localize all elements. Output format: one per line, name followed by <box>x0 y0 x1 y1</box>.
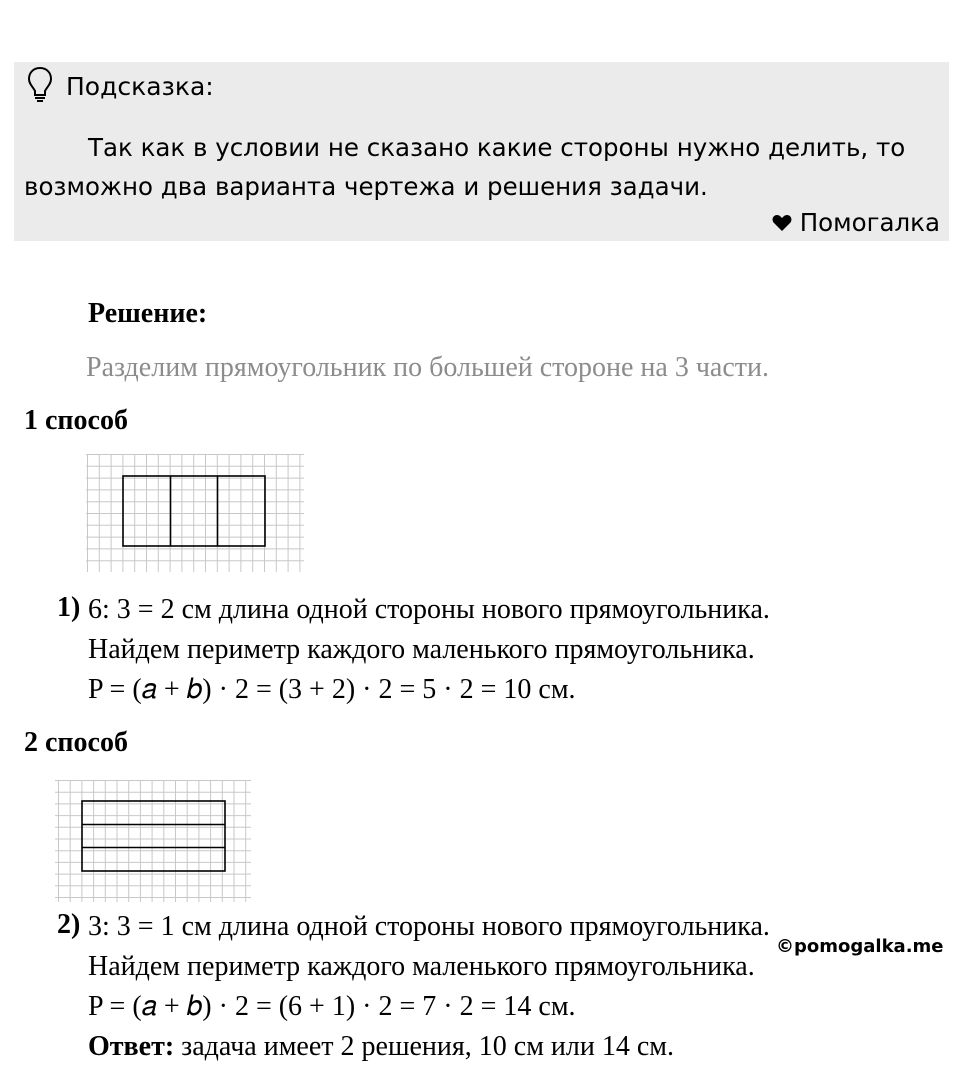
step2-line1: 3: 3 = 1 см длина одной стороны нового прямоугольника. <box>88 911 770 942</box>
method2-title: 2 способ <box>24 727 128 758</box>
hint-text: Так как в условии не сказано какие стороны нужно делить, то возможно два варианта чертежа и решения задачи. <box>24 133 906 201</box>
step2-number: 2) <box>57 909 81 940</box>
step1-line1: 6: 3 = 2 см длина одной стороны нового прямоугольника. <box>88 594 770 625</box>
step1-number: 1) <box>57 592 81 623</box>
step1-line3: P = (𝑎 + 𝑏) · 2 = (3 + 2) · 2 = 5 · 2 = 10 см. <box>88 674 576 705</box>
lightbulb-icon <box>27 66 53 104</box>
answer <box>88 1030 674 1064</box>
hint-title: Подсказка: <box>66 72 214 101</box>
solution-intro: Разделим прямоугольник по большей стороне на 3 части. <box>86 352 770 383</box>
heart-icon <box>772 214 792 232</box>
step2-line2: Найдем периметр каждого маленького прямоугольника. <box>88 951 755 982</box>
solution-title: Решение: <box>88 298 208 329</box>
step2-line3: P = (𝑎 + 𝑏) · 2 = (6 + 1) · 2 = 7 · 2 = 14 см. <box>88 991 576 1022</box>
answer-text: задача имеет 2 решения, 10 см или 14 см. <box>174 1031 675 1062</box>
step1-line2: Найдем периметр каждого маленького прямоугольника. <box>88 634 755 665</box>
method1-title: 1 способ <box>24 405 128 436</box>
method2-figure <box>55 780 251 902</box>
watermark: ©pomogalka.me <box>776 936 944 957</box>
brand <box>772 206 940 240</box>
answer-label: Ответ: <box>88 1031 175 1062</box>
brand-label: Помогалка <box>799 208 940 237</box>
method1-figure <box>86 454 304 572</box>
